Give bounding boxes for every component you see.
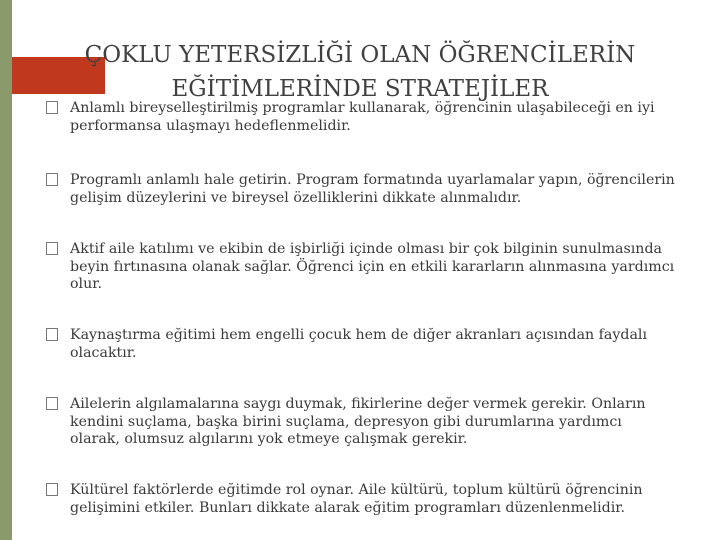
bullet-box-icon: [46, 173, 58, 186]
bullet-item: [46, 172, 676, 207]
bullet-box-icon: [46, 101, 58, 114]
bullet-text: Anlamlı bireyselleştirilmiş programlar kullanarak, öğrencinin ulaşabileceği en iyi performansa ulaşmayı hedeflenmelidir.: [70, 100, 655, 134]
bullet-box-icon: [46, 483, 58, 496]
bullet-text: Programlı anlamlı hale getirin. Program formatında uyarlamalar yapın, öğrencilerin gelişim düzeylerini ve bireysel özelliklerini dikkate alınmalıdır.: [70, 172, 675, 206]
bullet-text: Ailelerin algılamalarına saygı duymak, fikirlerine değer vermek gerekir. Onların kendini suçlama, başka birini suçlama, depresyon gibi durumlarına yardımcı olarak, olumsuz algılarını yok etmeye çalışmak gerekir.: [70, 396, 646, 447]
title-line-2: EĞİTİMLERİNDE STRATEJİLER: [171, 76, 549, 102]
title-line-1: ÇOKLU YETERSİZLİĞİ OLAN ÖĞRENCİLERİN: [84, 42, 636, 68]
bullet-text: Kaynaştırma eğitimi hem engelli çocuk hem de diğer akranları açısından faydalı olacaktır.: [70, 327, 648, 361]
bullet-box-icon: [46, 242, 58, 255]
bullet-box-icon: [46, 328, 58, 341]
bullet-text: Kültürel faktörlerde eğitimde rol oynar. Aile kültürü, toplum kültürü öğrencinin gelişimini etkiler. Bunları dikkate alarak eğitim programları düzenlenmelidir.: [70, 482, 643, 516]
bullet-text: Aktif aile katılımı ve ekibin de işbirliği içinde olması bir çok bilginin sunulmasında beyin fırtınasına olanak sağlar. Öğrenci için en etkili kararların alınmasına yardımcı olur.: [70, 241, 675, 292]
bullet-item: [46, 241, 676, 294]
slide-title: [0, 38, 720, 106]
bullet-item: [46, 327, 676, 362]
bullet-item: [46, 482, 676, 517]
bullet-box-icon: [46, 397, 58, 410]
bullet-item: [46, 100, 676, 135]
bullet-item: [46, 396, 676, 449]
